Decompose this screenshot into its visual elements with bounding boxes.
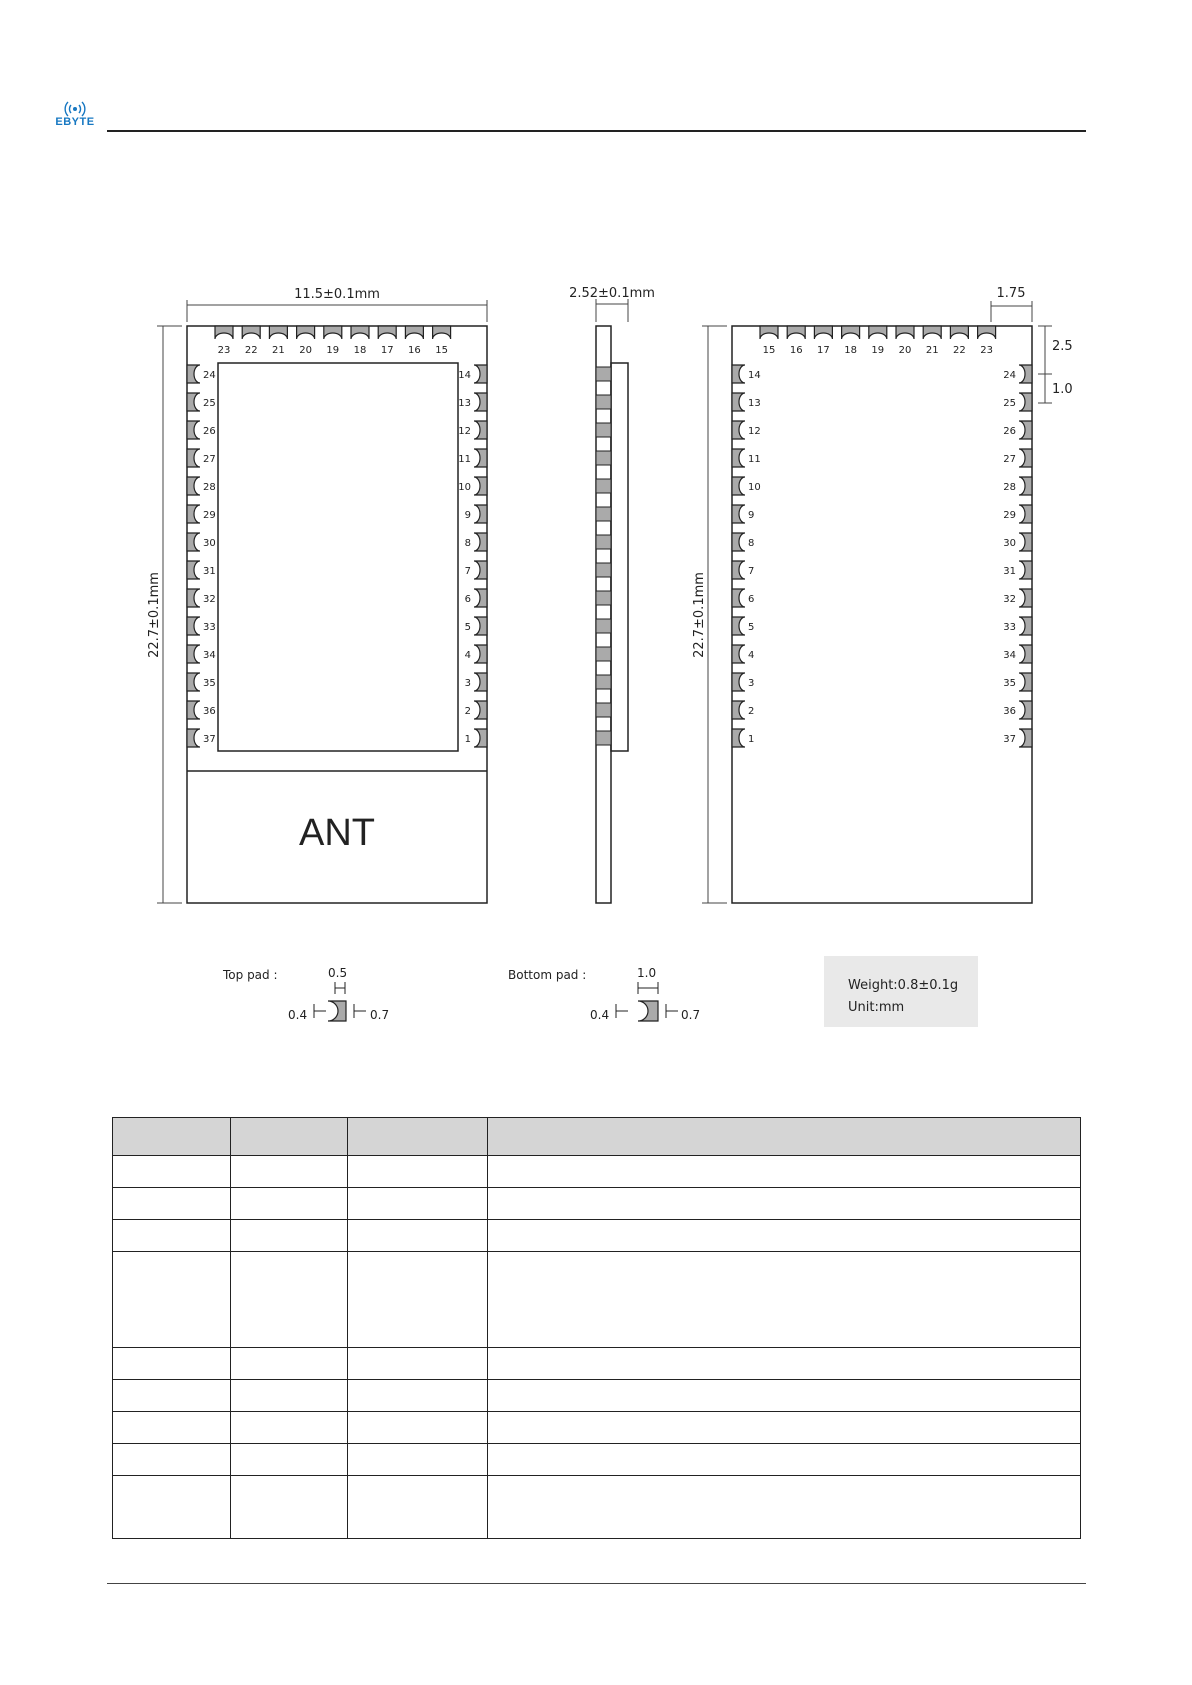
front-left-pad (187, 561, 200, 579)
table-row (113, 1476, 1081, 1539)
front-right-pad (474, 673, 487, 691)
front-left-pad (187, 729, 200, 747)
side-view-shield (611, 363, 628, 751)
height-dimension-label-back: 22.7±0.1mm (692, 572, 707, 658)
pin-number-label: 7 (748, 566, 755, 577)
pad-pitch-label: 1.75 (996, 286, 1026, 301)
front-left-pad (187, 365, 200, 383)
pin-number-label: 8 (464, 538, 471, 549)
pin-number-label: 36 (1003, 706, 1016, 717)
pin-number-label: 17 (817, 345, 830, 356)
back-left-pad (732, 673, 745, 691)
pin-number-label: 16 (789, 345, 803, 356)
pin-number-label: 20 (898, 345, 912, 356)
top-pad-left-value: 0.4 (288, 1008, 308, 1022)
front-left-pad (187, 673, 200, 691)
pin-number-label: 8 (748, 538, 755, 549)
table-row (113, 1156, 1081, 1188)
pin-number-label: 27 (1003, 454, 1016, 465)
bottom-pad-shape (638, 1001, 658, 1021)
side-view-pad (596, 451, 611, 465)
pin-number-label: 16 (408, 345, 421, 356)
pin-number-label: 25 (1003, 398, 1016, 409)
pin-number-label: 22 (953, 345, 966, 356)
logo-text: EBYTE (55, 116, 95, 128)
back-top-pad (896, 326, 914, 339)
pin-number-label: 15 (435, 345, 448, 356)
pin-number-label: 24 (203, 370, 216, 381)
pin-number-label: 13 (458, 398, 471, 409)
pin-number-label: 25 (203, 398, 216, 409)
pin-number-label: 37 (1003, 734, 1016, 745)
side-view-pad (596, 619, 611, 633)
bottom-pad-label: Bottom pad : (508, 968, 587, 982)
back-left-pad (732, 533, 745, 551)
pin-number-label: 9 (748, 510, 755, 521)
back-right-pad (1019, 393, 1032, 411)
pin-number-label: 29 (1003, 510, 1016, 521)
front-left-pad (187, 617, 200, 635)
front-top-pad (433, 326, 451, 339)
front-right-pad (474, 365, 487, 383)
front-top-pad (324, 326, 342, 339)
antenna-label: ANT (299, 812, 375, 854)
pin-number-label: 20 (299, 345, 312, 356)
front-left-pad (187, 477, 200, 495)
pin-number-label: 34 (203, 650, 216, 661)
front-top-pad (242, 326, 260, 339)
front-left-pad (187, 533, 200, 551)
front-left-pad (187, 449, 200, 467)
back-top-pad (760, 326, 778, 339)
back-left-pad (732, 701, 745, 719)
back-right-pad (1019, 561, 1032, 579)
pin-number-label: 30 (1003, 538, 1016, 549)
pin-number-label: 14 (458, 370, 471, 381)
pin-number-label: 23 (217, 345, 231, 356)
pin-number-label: 22 (244, 345, 258, 356)
table-row (113, 1348, 1081, 1380)
pin-number-label: 37 (203, 734, 216, 745)
side-view-pad (596, 563, 611, 577)
back-left-pad (732, 477, 745, 495)
pin-number-label: 3 (464, 678, 471, 689)
table-header-cell (488, 1118, 1081, 1156)
pin-number-label: 28 (203, 482, 216, 493)
width-dimension-label: 11.5±0.1mm (294, 287, 380, 302)
side-view-pad (596, 507, 611, 521)
front-top-pad (405, 326, 423, 339)
pin-number-label: 2 (748, 706, 755, 717)
side-view-pad (596, 731, 611, 745)
pin-number-label: 35 (203, 678, 216, 689)
table-header-cell (231, 1118, 348, 1156)
back-left-pad (732, 505, 745, 523)
back-right-pad (1019, 505, 1032, 523)
front-right-pad (474, 617, 487, 635)
pin-number-label: 5 (748, 622, 755, 633)
pin-number-label: 34 (1003, 650, 1016, 661)
side-view-pad (596, 675, 611, 689)
pin-number-label: 12 (748, 426, 761, 437)
pin-number-label: 12 (458, 426, 471, 437)
back-top-pad (950, 326, 968, 339)
edge-offset-label: 2.5 (1052, 339, 1073, 354)
pin-number-label: 5 (464, 622, 471, 633)
pin-number-label: 6 (748, 594, 755, 605)
pin-number-label: 19 (326, 345, 340, 356)
top-pad-label: Top pad : (223, 968, 278, 982)
pin-number-label: 6 (464, 594, 471, 605)
front-top-pad (351, 326, 369, 339)
back-left-pad (732, 589, 745, 607)
front-right-pad (474, 449, 487, 467)
footer-rule (107, 1583, 1086, 1584)
pin-number-label: 28 (1003, 482, 1016, 493)
pin-number-label: 7 (464, 566, 471, 577)
front-right-pad (474, 421, 487, 439)
pin-number-label: 32 (1003, 594, 1016, 605)
back-top-pad (869, 326, 887, 339)
bottom-pad-width-value: 1.0 (637, 966, 657, 980)
pin-number-label: 10 (458, 482, 471, 493)
back-view-outline (732, 326, 1032, 903)
front-right-pad (474, 393, 487, 411)
pin-number-label: 15 (762, 345, 776, 356)
back-left-pad (732, 729, 745, 747)
top-pad-width-value: 0.5 (328, 966, 348, 980)
pin-number-label: 31 (203, 566, 216, 577)
pin-number-label: 11 (748, 454, 761, 465)
pin-number-label: 32 (203, 594, 216, 605)
back-top-pad (923, 326, 941, 339)
table-header-cell (348, 1118, 488, 1156)
back-left-pad (732, 617, 745, 635)
side-view-body (596, 326, 611, 903)
back-right-pad (1019, 701, 1032, 719)
table-row (113, 1380, 1081, 1412)
pin-number-label: 11 (458, 454, 471, 465)
pin-number-label: 26 (1003, 426, 1016, 437)
back-right-pad (1019, 449, 1032, 467)
weight-unit-box (824, 956, 978, 1027)
back-left-pad (732, 393, 745, 411)
pin-number-label: 1 (464, 734, 471, 745)
pin-number-label: 23 (980, 345, 993, 356)
pin-number-label: 2 (464, 706, 471, 717)
pin-number-label: 30 (203, 538, 216, 549)
pin-number-label: 24 (1003, 370, 1016, 381)
pin-number-label: 31 (1003, 566, 1016, 577)
pin-number-label: 14 (748, 370, 761, 381)
top-pad-right-value: 0.7 (370, 1008, 390, 1022)
pin-number-label: 18 (353, 345, 367, 356)
side-view-pad (596, 703, 611, 717)
side-view-pad (596, 479, 611, 493)
back-right-pad (1019, 589, 1032, 607)
back-right-pad (1019, 729, 1032, 747)
back-right-pad (1019, 645, 1032, 663)
front-right-pad (474, 533, 487, 551)
table-row (113, 1444, 1081, 1476)
pin-number-label: 33 (203, 622, 216, 633)
back-right-pad (1019, 533, 1032, 551)
side-view-pad (596, 395, 611, 409)
front-right-pad (474, 561, 487, 579)
shield-can-outline (218, 363, 458, 751)
front-left-pad (187, 393, 200, 411)
table-header-cell (113, 1118, 231, 1156)
pin-number-label: 19 (871, 345, 885, 356)
pad-pitch-side-label: 1.0 (1052, 382, 1073, 397)
side-view-pad (596, 423, 611, 437)
bottom-pad-left-value: 0.4 (590, 1008, 610, 1022)
top-pad-shape (328, 1001, 346, 1021)
thickness-dimension-label: 2.52±0.1mm (569, 286, 655, 301)
back-right-pad (1019, 421, 1032, 439)
back-left-pad (732, 365, 745, 383)
back-right-pad (1019, 477, 1032, 495)
back-right-pad (1019, 365, 1032, 383)
pin-number-label: 36 (203, 706, 216, 717)
back-top-pad (787, 326, 805, 339)
side-view-pad (596, 647, 611, 661)
pin-definition-table (112, 1117, 1081, 1539)
front-right-pad (474, 701, 487, 719)
table-row (113, 1188, 1081, 1220)
bottom-pad-right-value: 0.7 (681, 1008, 701, 1022)
weight-text: Weight:0.8±0.1g (848, 978, 959, 993)
back-right-pad (1019, 673, 1032, 691)
back-left-pad (732, 645, 745, 663)
front-right-pad (474, 477, 487, 495)
front-left-pad (187, 645, 200, 663)
pin-number-label: 1 (748, 734, 755, 745)
pin-number-label: 21 (925, 345, 939, 356)
pin-number-label: 3 (748, 678, 755, 689)
back-left-pad (732, 561, 745, 579)
front-right-pad (474, 505, 487, 523)
pin-number-label: 4 (464, 650, 471, 661)
front-right-pad (474, 645, 487, 663)
table-row (113, 1252, 1081, 1348)
side-view-pad (596, 591, 611, 605)
pin-number-label: 21 (272, 345, 285, 356)
pin-number-label: 33 (1003, 622, 1016, 633)
back-right-pad (1019, 617, 1032, 635)
pin-number-label: 17 (380, 345, 394, 356)
pin-number-label: 35 (1003, 678, 1016, 689)
back-top-pad (814, 326, 832, 339)
unit-text: Unit:mm (848, 1000, 905, 1015)
front-top-pad (297, 326, 315, 339)
pin-number-label: 27 (203, 454, 216, 465)
front-top-pad (215, 326, 233, 339)
front-left-pad (187, 589, 200, 607)
front-top-pad (378, 326, 396, 339)
front-top-pad (269, 326, 287, 339)
side-view-pad (596, 535, 611, 549)
table-header-row (113, 1118, 1081, 1156)
top-pad-diagram (308, 982, 370, 1026)
front-right-pad (474, 589, 487, 607)
pin-number-label: 13 (748, 398, 761, 409)
side-view-pad (596, 367, 611, 381)
back-top-pad (978, 326, 996, 339)
back-left-pad (732, 449, 745, 467)
pin-number-label: 29 (203, 510, 216, 521)
table-row (113, 1412, 1081, 1444)
front-left-pad (187, 701, 200, 719)
bottom-pad-diagram (612, 982, 682, 1026)
pin-number-label: 4 (748, 650, 755, 661)
front-left-pad (187, 421, 200, 439)
height-dimension-label-front: 22.7±0.1mm (147, 572, 162, 658)
pin-number-label: 26 (203, 426, 216, 437)
back-left-pad (732, 421, 745, 439)
front-left-pad (187, 505, 200, 523)
pin-number-label: 9 (464, 510, 471, 521)
pin-number-label: 18 (844, 345, 857, 356)
back-top-pad (842, 326, 860, 339)
pin-number-label: 10 (748, 482, 761, 493)
table-row (113, 1220, 1081, 1252)
front-right-pad (474, 729, 487, 747)
